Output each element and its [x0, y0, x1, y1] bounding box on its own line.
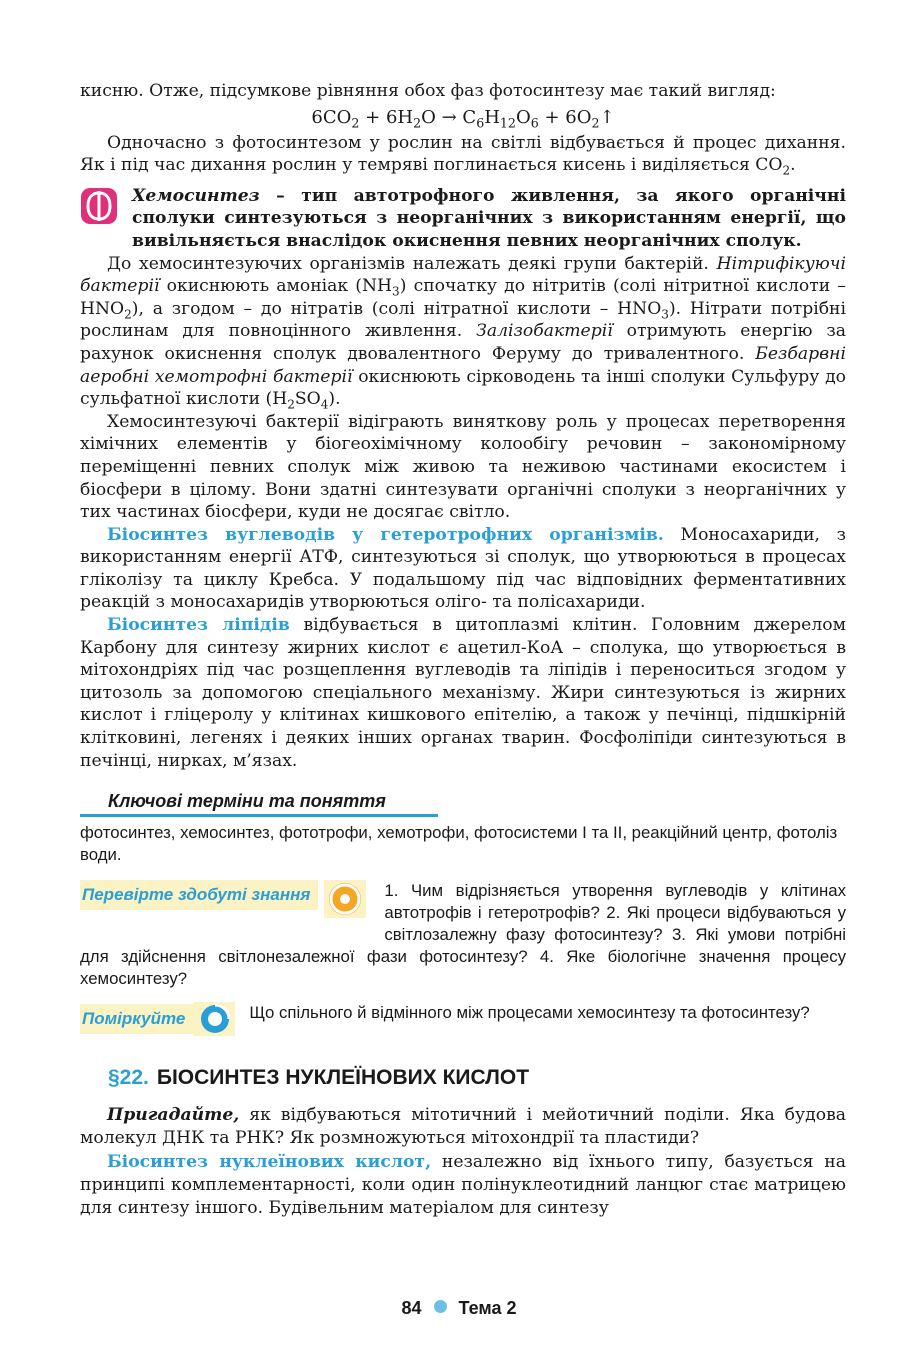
paragraph-4: Хемосинтезуючі бактерії відіграють виняткову роль у процесах перетворення хімічних елементів у біогеохімічному колообігу речовин – закономірному переміщенні певних сполук між живою та неживою частинами екосистем і біосфери в цілому. Вони здатні синтезувати органічні сполуки з неорганічних у тих частинах біосфери, куди не досягає світло. — [80, 411, 846, 523]
check-knowledge-text: Перевірте здобуті знання 1. Чим відрізняється утворення вуглеводів у клітинах автотрофів і гетеротрофів? 2. Які процеси відбуваються у світлозалежну фазу фотосинтезу? 3. Які умови потрібні для здійснення світлонезалежної фази фотосинтезу? 4. Яке біологічне значення процесу хемосинтезу? — [80, 881, 846, 989]
recall-paragraph: Пригадайте, як відбуваються мітотичний і мейотичний поділи. Яка будова молекул ДНК та РНК? Як розмножуються мітохондрії та пластиди? — [80, 1105, 846, 1148]
definition-text: Хемосинтез – тип автотрофного живлення, за якого органічні сполуки синтезуються з неорганічних з використанням енергії, що вивільняється внаслідок окиснення певних неорганічних сполук. — [132, 185, 846, 251]
lipid-biosynthesis-heading: Біосинтез ліпідів — [107, 615, 290, 636]
recall-lead: Пригадайте, — [107, 1105, 240, 1126]
paragraph-7: Біосинтез нуклеїнових кислот, незалежно від їхнього типу, базується на принципі комплементарності, коли один полінуклеотидний ланцюг стає матрицею для синтезу іншого. Будівельним матеріалом для синтезу — [80, 1152, 846, 1218]
key-terms-header — [80, 790, 846, 816]
paragraph-5: Біосинтез вуглеводів у гетеротрофних організмів. Моносахариди, з використанням енергії АТФ, синтезуються зі сполук, що утворюються в процесах гліколізу та циклу Кребса. У подальшому під час відповідних ферментативних реакцій з моносахаридів утворюються оліго- та полісахариди. — [80, 524, 846, 613]
definition-icon — [80, 187, 118, 225]
paragraph-3: До хемосинтезуючих організмів належать деякі групи бактерій. Нітрифікуючі бактерії окиснюють амоніак $(NH_3)$ спочатку до нітритів (солі нітритної кислоти – $HNO_2$), а згодом – до нітратів (солі нітратної кислоти – $HNO_3$). Нітрати потрібні рослинам для повноцінного живлення. Залізобактерії отримують енергію за рахунок окиснення сполук двовалентного Феруму до тривалентного. Безбарвні аеробні хемотрофні бактерії окиснюють сірководень та інші сполуки Сульфуру до сульфатної кислоти $(H_2SO_4)$. — [80, 253, 847, 412]
page-content — [80, 80, 846, 1219]
paragraph-2: Одночасно з фотосинтезом у рослин на світлі відбувається й процес дихання. Як і під час дихання рослин у темряві поглинається кисень і виділяється $CO_2$. — [80, 132, 846, 178]
carbohydrate-biosynthesis-heading: Біосинтез вуглеводів у гетеротрофних організмів. — [107, 524, 664, 545]
page-number: 84 — [401, 1298, 422, 1318]
footer-topic: Тема 2 — [458, 1298, 517, 1318]
key-terms-title: Ключові терміни та поняття — [108, 791, 386, 812]
spiral-icon — [324, 880, 366, 918]
think-icon — [193, 1002, 235, 1036]
section-title: БІОСИНТЕЗ НУКЛЕЇНОВИХ КИСЛОТ — [156, 1066, 530, 1090]
think-block — [80, 1002, 846, 1036]
definition-box — [80, 185, 846, 253]
footer-dot-icon — [434, 1300, 447, 1313]
definition-term: Хемосинтез — [132, 185, 260, 206]
check-knowledge-block — [80, 880, 846, 990]
check-knowledge-label: Перевірте здобуті знання — [80, 880, 318, 910]
section-number: §22. — [108, 1066, 149, 1090]
key-terms-text: фотосинтез, хемосинтез, фототрофи, хемотрофи, фотосистеми I та II, реакційний центр, фотоліз води. — [80, 823, 838, 865]
key-terms-underline — [80, 814, 438, 817]
paragraph-6: Біосинтез ліпідів відбувається в цитоплазмі клітин. Головним джерелом Карбону для синтезу жирних кислот є ацетил-КоА – сполука, що утворюється в мітохондріях під час розщеплення вуглеводів та ліпідів і переноситься згодом у цитозоль за допомогою спеціального механізму. Жири синтезуються із жирних кислот і гліцеролу у клітинах кишкового епітелію, а також у печінці, підшкірній клітковині, легенях і деяких інших органах тварин. Фосфоліпіди синтезуються в печінці, нирках, м’язах. — [80, 615, 846, 771]
page-footer — [0, 1298, 918, 1319]
nucleic-acid-biosynthesis-heading: Біосинтез нуклеїнових кислот, — [107, 1152, 432, 1173]
paragraph-1: кисню. Отже, підсумкове рівняння обох фаз фотосинтезу має такий вигляд: — [80, 81, 776, 101]
section-heading — [80, 1064, 846, 1092]
photosynthesis-equation: $6CO_2 + 6H_2O \to C_6H_{12}O_6$ + $6O_2↑$ — [311, 106, 615, 131]
think-label: Поміркуйте — [80, 1004, 193, 1034]
think-text: Що спільного й відмінного між процесами хемосинтезу та фотосинтезу? — [249, 1003, 810, 1023]
